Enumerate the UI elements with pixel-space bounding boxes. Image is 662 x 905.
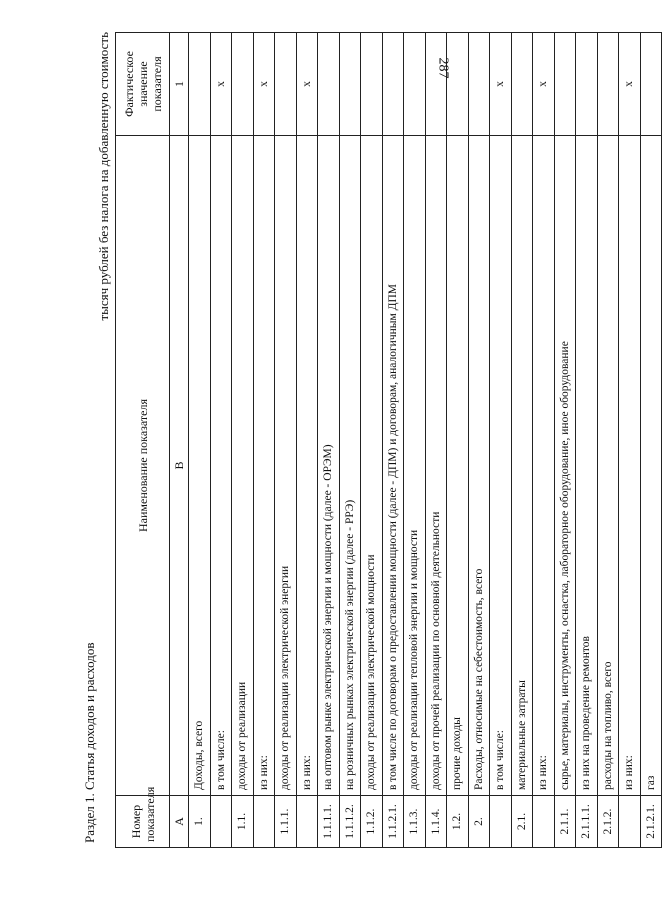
table-row — [275, 33, 297, 848]
row-number: 2.1. — [511, 796, 533, 848]
row-value: х — [619, 33, 641, 136]
row-number: 1.1.1.2. — [339, 796, 361, 848]
table-row — [382, 33, 404, 848]
table-row — [597, 33, 619, 848]
row-name: доходы от прочей реализации по основной деятельности — [425, 136, 447, 796]
row-value: х — [533, 33, 555, 136]
row-name: из них: — [253, 136, 275, 796]
table-row — [296, 33, 318, 848]
row-number: 1.1.1. — [275, 796, 297, 848]
table-row — [447, 33, 469, 848]
row-name: из них: — [619, 136, 641, 796]
row-value — [189, 33, 211, 136]
section-title: Раздел 1. Статья доходов и расходов — [82, 642, 97, 843]
table-row — [554, 33, 576, 848]
row-name: на розничных рынках электрической энергии (далее - РРЭ) — [339, 136, 361, 796]
row-name: в том числе: — [210, 136, 232, 796]
row-value — [640, 33, 662, 136]
row-number — [533, 796, 555, 848]
row-name: в том числе по договорам о предоставлении мощности (далее - ДПМ) и договорам, аналогичным ДПМ — [382, 136, 404, 796]
table-row — [232, 33, 254, 848]
table-row — [425, 33, 447, 848]
row-name: газ — [640, 136, 662, 796]
row-number: 1. — [189, 796, 211, 848]
row-value — [339, 33, 361, 136]
row-value — [554, 33, 576, 136]
table-row — [511, 33, 533, 848]
row-value — [404, 33, 426, 136]
row-number: 1.2. — [447, 796, 469, 848]
table-row — [640, 33, 662, 848]
subheader-number: А — [170, 796, 189, 848]
row-number: 1.1.3. — [404, 796, 426, 848]
table-row — [576, 33, 598, 848]
row-name: из них: — [296, 136, 318, 796]
row-value — [361, 33, 383, 136]
table-row — [490, 33, 512, 848]
row-value — [275, 33, 297, 136]
table-row — [361, 33, 383, 848]
header-value: Фактическое значение показателя — [116, 33, 170, 136]
row-number — [253, 796, 275, 848]
table-row — [253, 33, 275, 848]
table-row — [619, 33, 641, 848]
row-number: 2.1.2. — [597, 796, 619, 848]
page-number: 287 — [435, 57, 451, 79]
row-number — [490, 796, 512, 848]
table-row — [189, 33, 211, 848]
row-name: на оптовом рынке электрической энергии и мощности (далее - ОРЭМ) — [318, 136, 340, 796]
header-name: Наименование показателя — [116, 136, 170, 796]
row-value: х — [253, 33, 275, 136]
row-name: доходы от реализации тепловой энергии и мощности — [404, 136, 426, 796]
row-number: 2.1.1. — [554, 796, 576, 848]
table-row — [318, 33, 340, 848]
row-name: Доходы, всего — [189, 136, 211, 796]
row-name: из них: — [533, 136, 555, 796]
row-number: 1.1.2.1. — [382, 796, 404, 848]
row-value — [232, 33, 254, 136]
row-name: из них на проведение ремонтов — [576, 136, 598, 796]
row-name: материальные затраты — [511, 136, 533, 796]
row-name: прочие доходы — [447, 136, 469, 796]
row-number: 2. — [468, 796, 490, 848]
row-name: доходы от реализации электрической энергии — [275, 136, 297, 796]
row-value — [597, 33, 619, 136]
row-value — [576, 33, 598, 136]
header-number: Номер показателя — [116, 796, 170, 848]
header-row — [116, 33, 170, 848]
row-value — [318, 33, 340, 136]
row-value: х — [210, 33, 232, 136]
row-number — [296, 796, 318, 848]
subheader-row — [170, 33, 189, 848]
row-name: Расходы, относимые на себестоимость, всего — [468, 136, 490, 796]
row-number: 1.1. — [232, 796, 254, 848]
row-value — [425, 33, 447, 136]
row-value — [468, 33, 490, 136]
row-value — [382, 33, 404, 136]
row-value: х — [296, 33, 318, 136]
row-number: 1.1.2. — [361, 796, 383, 848]
row-number — [210, 796, 232, 848]
row-name: в том числе: — [490, 136, 512, 796]
subheader-value: 1 — [170, 33, 189, 136]
row-number: 1.1.4. — [425, 796, 447, 848]
row-value: х — [490, 33, 512, 136]
row-number: 2.1.1.1. — [576, 796, 598, 848]
table-row — [339, 33, 361, 848]
table-row — [404, 33, 426, 848]
row-value — [511, 33, 533, 136]
row-name: доходы от реализации электрической мощности — [361, 136, 383, 796]
units-label: тысяч рублей без налога на добавленную стоимость — [96, 32, 111, 321]
table-row — [210, 33, 232, 848]
row-number: 2.1.2.1. — [640, 796, 662, 848]
table-body — [189, 33, 662, 848]
row-number: 1.1.1.1. — [318, 796, 340, 848]
table-row — [468, 33, 490, 848]
table-row — [533, 33, 555, 848]
subheader-name: В — [170, 136, 189, 796]
row-name: доходы от реализации — [232, 136, 254, 796]
row-name: расходы на топливо, всего — [597, 136, 619, 796]
row-name: сырье, материалы, инструменты, оснастка, лабораторное оборудование, иное оборудование — [554, 136, 576, 796]
row-number — [619, 796, 641, 848]
row-value — [447, 33, 469, 136]
indicators-table — [115, 32, 662, 848]
